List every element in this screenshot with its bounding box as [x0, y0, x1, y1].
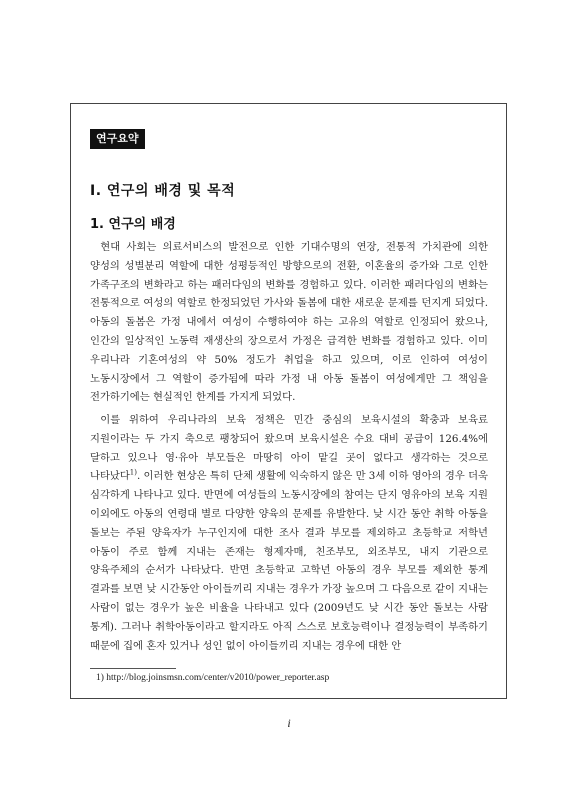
footnote-marker: 1) — [129, 468, 137, 477]
footnote-text: 1) http://blog.joinsmsn.com/center/v2010/power_reporter.asp — [96, 673, 330, 683]
footnote-divider — [90, 668, 176, 669]
chapter-heading: Ⅰ. 연구의 배경 및 목적 — [90, 183, 236, 199]
paragraph-2 — [90, 411, 488, 655]
section-heading: 1. 연구의 배경 — [90, 217, 176, 232]
paragraph-1: 현대 사회는 의료서비스의 발전으로 인한 기대수명의 연장, 전통적 가치관에 의한 양성의 성별분리 역할에 대한 성평등적인 방향으로의 전환, 이혼율의 증가와 그로 인한 가족구조의 변화라고 하는 패러다임의 변화를 경험하고 있다. 이러한 패러다임의 변화는 전통적으로 여성의 역할로 한정되었던 가사와 돌봄에 대한 새로운 문제를 던지게 되었다. 아동의 돌봄은 가정 내에서 여성이 수행하여야 하는 고유의 역할로 인정되어 왔으나, 인간의 일상적인 노동력 재생산의 장으로서 가정은 급격한 변화를 경험하고 있다. 이미 우리나라 기혼여성의 약 50% 정도가 취업을 하고 있으며, 이로 인하여 여성이 노동시장에서 그 역할이 증가됨에 따라 가정 내 아동 돌봄이 여성에게만 그 책임을 전가하기에는 현실적인 한계를 가지게 되었다. — [90, 241, 488, 404]
paragraph-2-part-b: . 이러한 현상은 특히 단체 생활에 익숙하지 않은 만 3세 이하 영아의 경우 더욱 심각하게 나타나고 있다. 반면에 여성들의 노동시장에의 참여는 단지 영유아의 보육 지원 이외에도 아동의 연령대 별로 다양한 양육의 문제를 유발한다. 낮 시간 동안 취학 아동을 돌보는 주된 양육자가 누구인지에 대한 조사 결과 부모를 제외하고 초등학교 저학년 아동이 주로 함께 지내는 존재는 형제자매, 친조부모, 외조부모, 내지 기관으로 양육주체의 순서가 나타났다. 반면 초등학교 고학년 아동의 경우 부모를 제외한 통계 결과를 보면 낮 시간동안 아이들끼리 지내는 경우가 가장 높으며 그 다음으로 같이 지내는 사람이 없는 경우가 높은 비율을 나타내고 있다 (2009년도 낮 시간 동안 돌보는 사람 통계). 그러나 취학아동이라고 할지라도 아직 스스로 보호능력이나 결정능력이 부족하기 때문에 집에 혼자 있거나 성인 없이 아이들끼리 지내는 경우에 대한 안 — [90, 470, 488, 652]
page-number: i — [287, 716, 291, 730]
paragraph-2-part-a: 이를 위하여 우리나라의 보육 정책은 민간 중심의 보육시설의 확충과 보육료 지원이라는 두 가지 축으로 팽창되어 왔으며 보육시설은 수요 대비 공급이 126.4%에 달하고 있으나 영·유아 부모들은 마땅히 아이 맡길 곳이 없다고 생각하는 것으로 나타났다 — [90, 414, 488, 483]
section-badge: 연구요약 — [90, 129, 145, 149]
